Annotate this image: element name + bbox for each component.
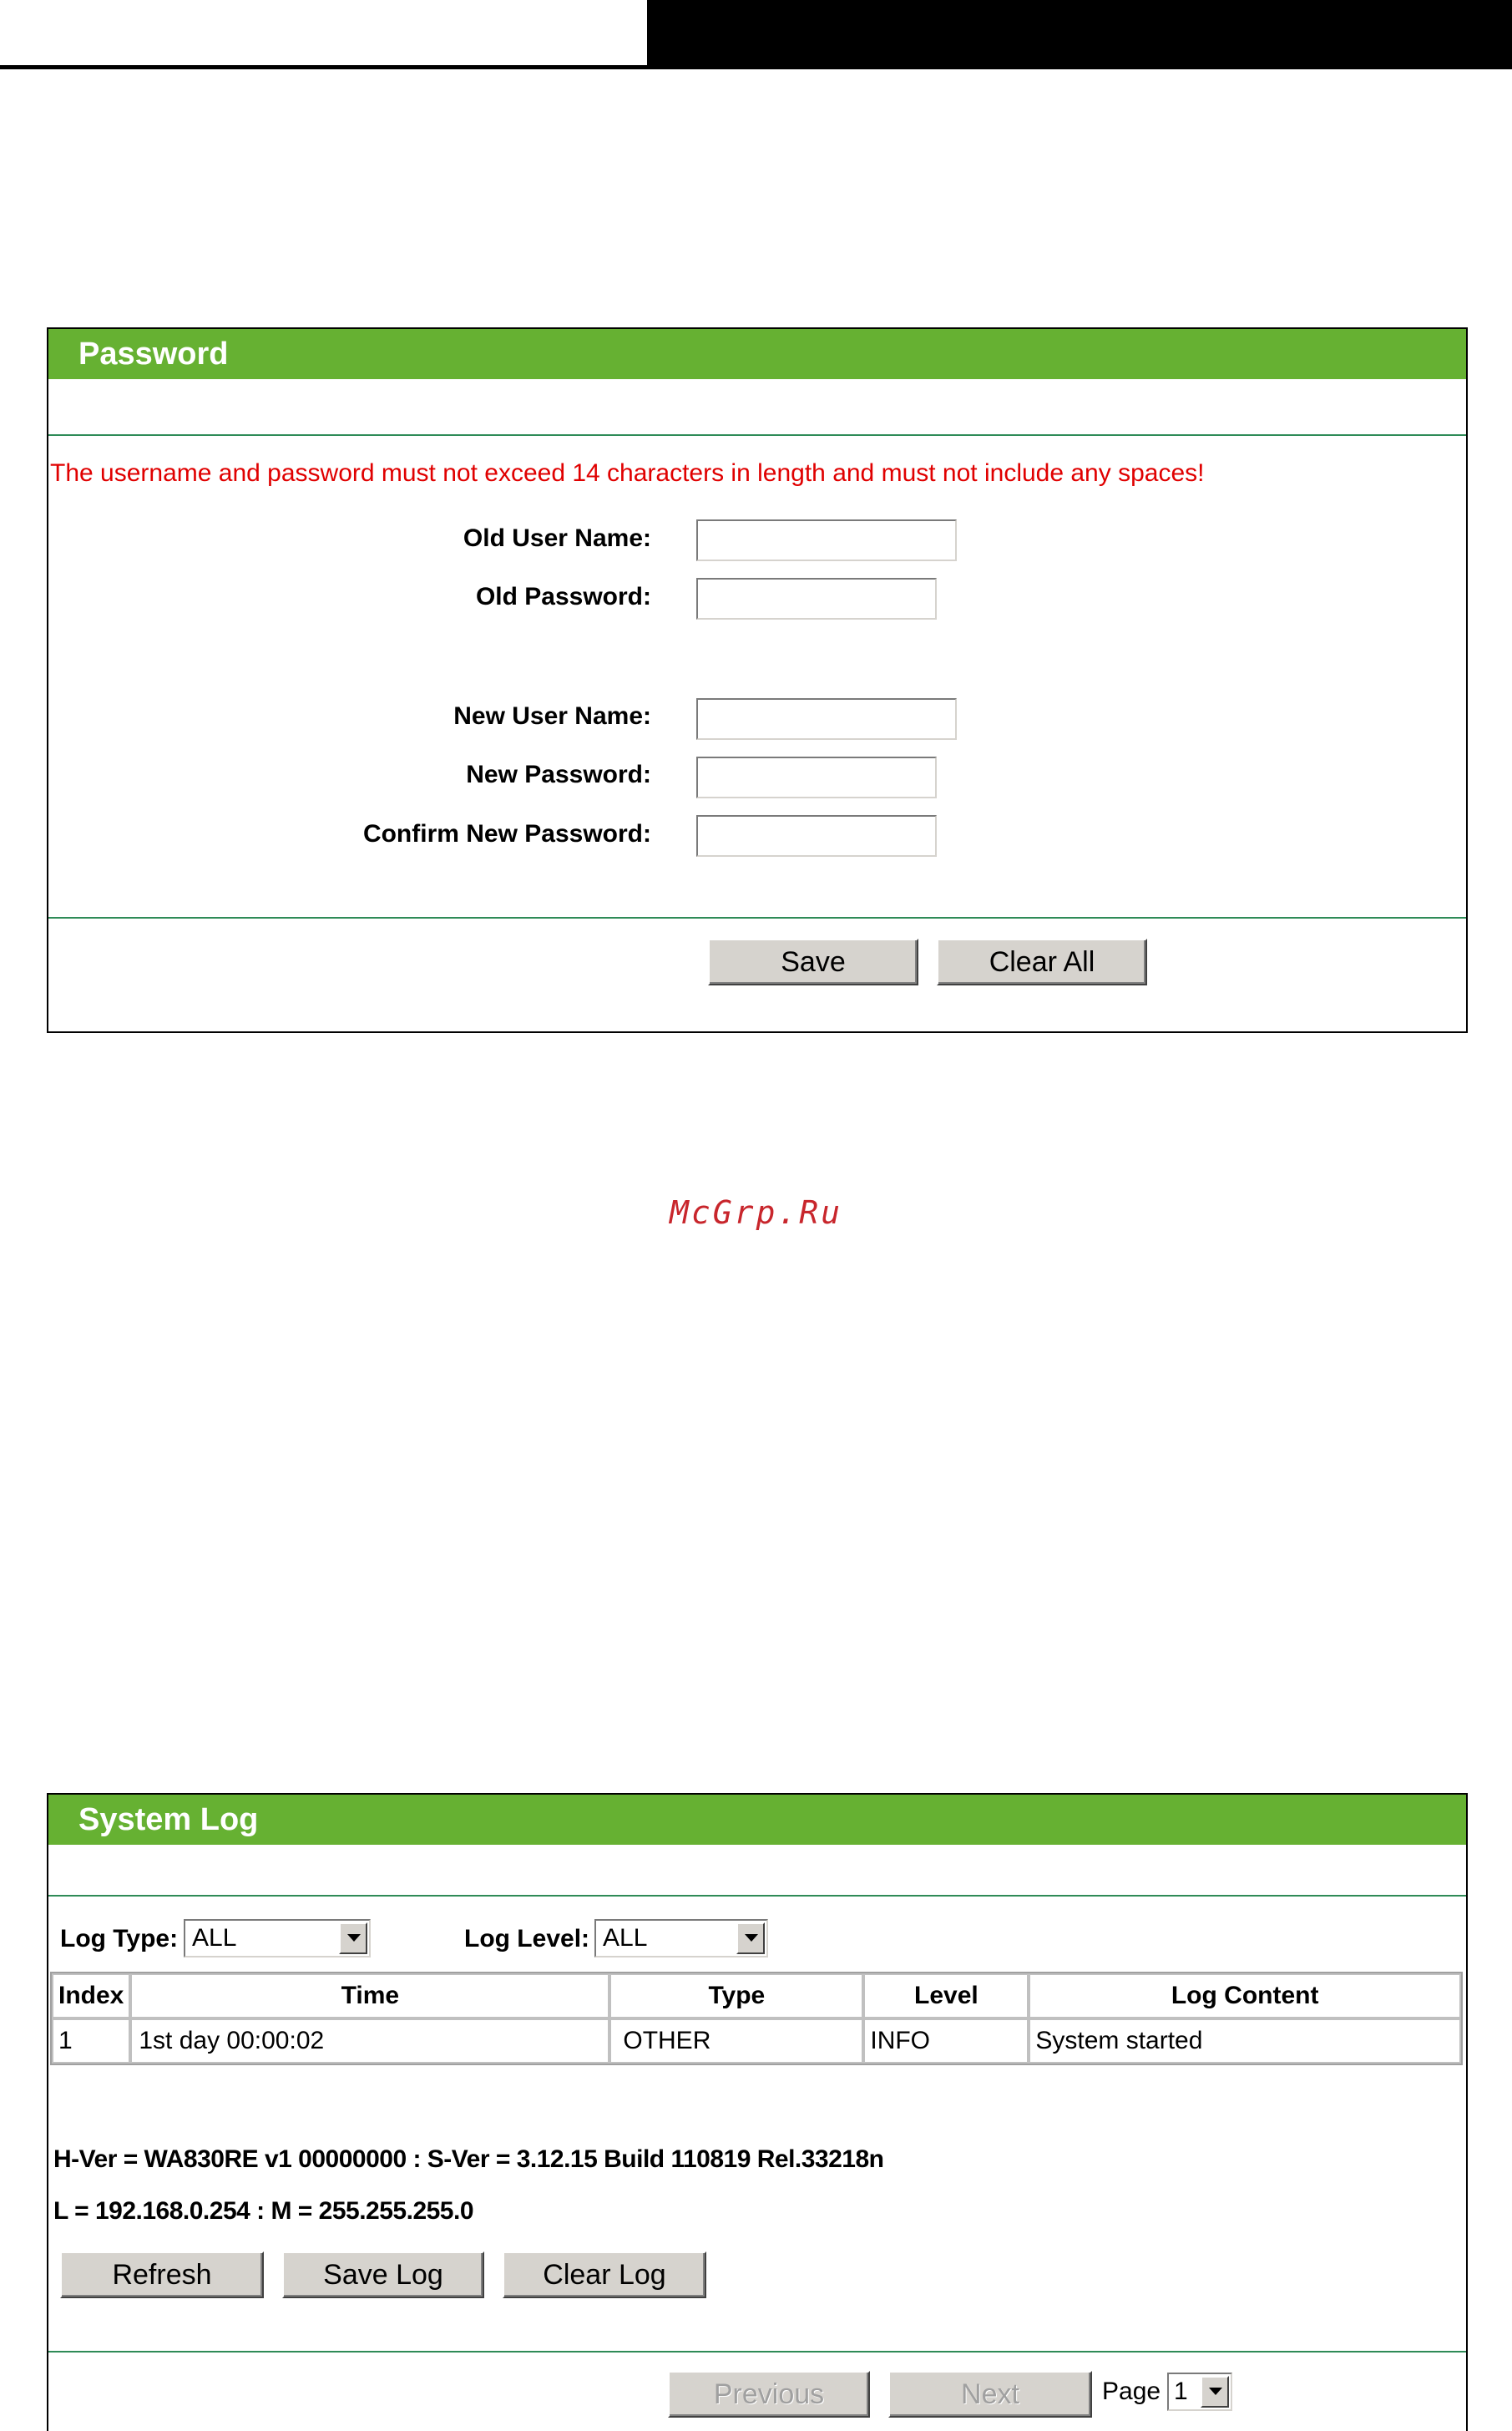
system-log-panel	[47, 1793, 1468, 2431]
table-row	[52, 2018, 1461, 2064]
chevron-down-icon[interactable]	[1201, 2376, 1229, 2408]
old-user-name-label: Old User Name:	[463, 524, 651, 552]
log-level-select[interactable]	[594, 1919, 768, 1957]
page-value: 1	[1174, 2378, 1188, 2405]
next-button[interactable]: Next	[888, 2371, 1092, 2418]
page-select[interactable]	[1167, 2373, 1232, 2411]
log-type-value: ALL	[192, 1924, 237, 1952]
system-log-panel-title: System Log	[48, 1795, 1466, 1845]
log-type-label: Log Type:	[60, 1925, 179, 1952]
cell-type: OTHER	[609, 2018, 863, 2064]
new-user-name-label: New User Name:	[453, 702, 651, 730]
password-panel	[47, 327, 1468, 1033]
old-user-name-input[interactable]	[696, 519, 957, 561]
save-button[interactable]: Save	[708, 939, 918, 985]
panel-divider	[48, 434, 1466, 436]
log-level-value: ALL	[603, 1924, 648, 1952]
log-level-label: Log Level:	[464, 1925, 590, 1952]
column-header-log-content: Log Content	[1029, 1973, 1461, 2018]
save-log-button[interactable]: Save Log	[282, 2251, 484, 2298]
clear-log-button[interactable]: Clear Log	[503, 2251, 706, 2298]
clear-all-button[interactable]: Clear All	[937, 939, 1147, 985]
confirm-new-password-input[interactable]	[696, 815, 937, 857]
header-rule	[0, 65, 647, 69]
chevron-down-icon[interactable]	[736, 1922, 765, 1954]
password-panel-title: Password	[48, 329, 1466, 379]
panel-divider	[48, 917, 1466, 919]
column-header-type: Type	[609, 1973, 863, 2018]
network-info: L = 192.168.0.254 : M = 255.255.255.0	[53, 2197, 474, 2225]
old-password-input[interactable]	[696, 578, 937, 620]
version-info: H-Ver = WA830RE v1 00000000 : S-Ver = 3.12.15 Build 110819 Rel.33218n	[53, 2145, 884, 2173]
previous-button[interactable]: Previous	[668, 2371, 870, 2418]
column-header-level: Level	[863, 1973, 1029, 2018]
log-table	[50, 1972, 1463, 2065]
table-header-row	[52, 1973, 1461, 2018]
column-header-time: Time	[130, 1973, 609, 2018]
panel-divider	[48, 2351, 1466, 2352]
watermark-text: McGrp.Ru	[669, 1194, 843, 1231]
refresh-button[interactable]: Refresh	[60, 2251, 264, 2298]
old-password-label: Old Password:	[475, 583, 651, 610]
chevron-down-icon[interactable]	[339, 1922, 367, 1954]
page-label: Page	[1102, 2378, 1161, 2405]
new-password-label: New Password:	[466, 761, 651, 788]
panel-divider	[48, 1895, 1466, 1897]
confirm-new-password-label: Confirm New Password:	[362, 820, 651, 848]
cell-index: 1	[52, 2018, 130, 2064]
password-warning: The username and password must not exceed 14 characters in length and must not include any spaces!	[50, 459, 1205, 487]
cell-level: INFO	[863, 2018, 1029, 2064]
log-type-select[interactable]	[184, 1919, 371, 1957]
cell-log-content: System started	[1029, 2018, 1461, 2064]
new-password-input[interactable]	[696, 757, 937, 798]
new-user-name-input[interactable]	[696, 698, 957, 740]
column-header-index: Index	[52, 1973, 130, 2018]
cell-time: 1st day 00:00:02	[130, 2018, 609, 2064]
header-bar	[647, 0, 1512, 69]
